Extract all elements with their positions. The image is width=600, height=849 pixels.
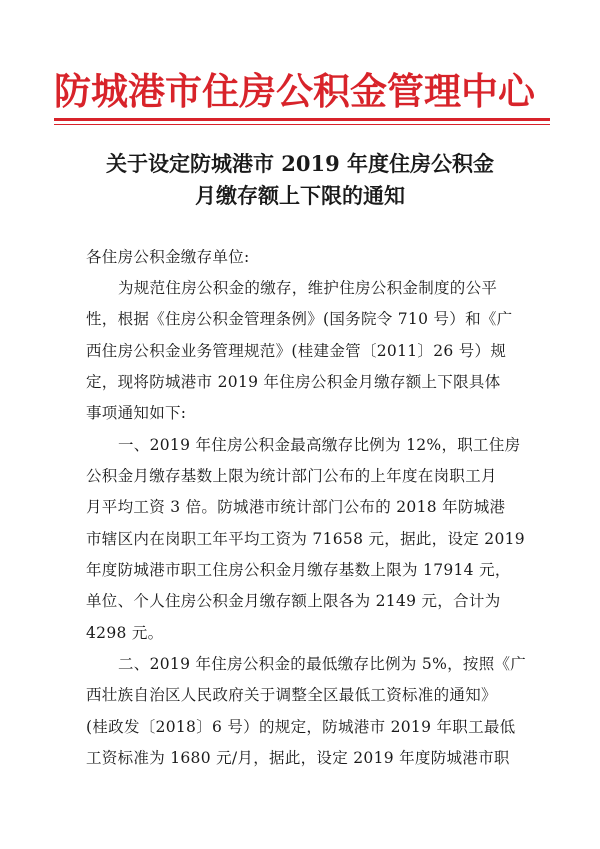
body-line-3: 西住房公积金业务管理规范》(桂建金管〔2011〕26 号）规 [86,342,507,360]
org-letterhead: 防城港市住房公积金管理中心 [54,70,535,113]
body-line-9: 市辖区内在岗职工年平均工资为 71658 元，据此，设定 2019 [86,530,525,548]
body-line-15: (桂政发〔2018〕6 号）的规定，防城港市 2019 年职工最低 [86,718,516,736]
body-line-5: 事项通知如下: [86,404,187,422]
body-line-11: 单位、个人住房公积金月缴存额上限各为 2149 元，合计为 [86,592,501,610]
body-line-13: 二、2019 年住房公积金的最低缴存比例为 5%，按照《广 [118,655,527,673]
letterhead-rule-thin [54,124,550,125]
salutation: 各住房公积金缴存单位: [86,248,250,266]
body-line-16: 工资标准为 1680 元/月，据此，设定 2019 年度防城港市职 [86,749,510,767]
body-line-4: 定，现将防城港市 2019 年住房公积金月缴存额上下限具体 [86,373,501,391]
body-line-12: 4298 元。 [86,624,164,642]
body-line-2: 性，根据《住房公积金管理条例》(国务院令 710 号）和《广 [86,310,513,328]
body-line-8: 月平均工资 3 倍。防城港市统计部门公布的 2018 年防城港 [86,498,506,516]
body-line-10: 年度防城港市职工住房公积金月缴存基数上限为 17914 元， [86,561,511,579]
notice-title-line-1: 关于设定防城港市 2019 年度住房公积金 [105,151,495,176]
body-line-14: 西壮族自治区人民政府关于调整全区最低工资标准的通知》 [86,686,497,704]
letterhead-rule-thick [54,118,550,121]
body-line-7: 公积金月缴存基数上限为统计部门公布的上年度在岗职工月 [86,467,497,485]
body-line-6: 一、2019 年住房公积金最高缴存比例为 12%，职工住房 [118,436,521,454]
body-line-1: 为规范住房公积金的缴存，维护住房公积金制度的公平 [118,279,498,297]
notice-title-line-2: 月缴存额上下限的通知 [195,183,405,208]
